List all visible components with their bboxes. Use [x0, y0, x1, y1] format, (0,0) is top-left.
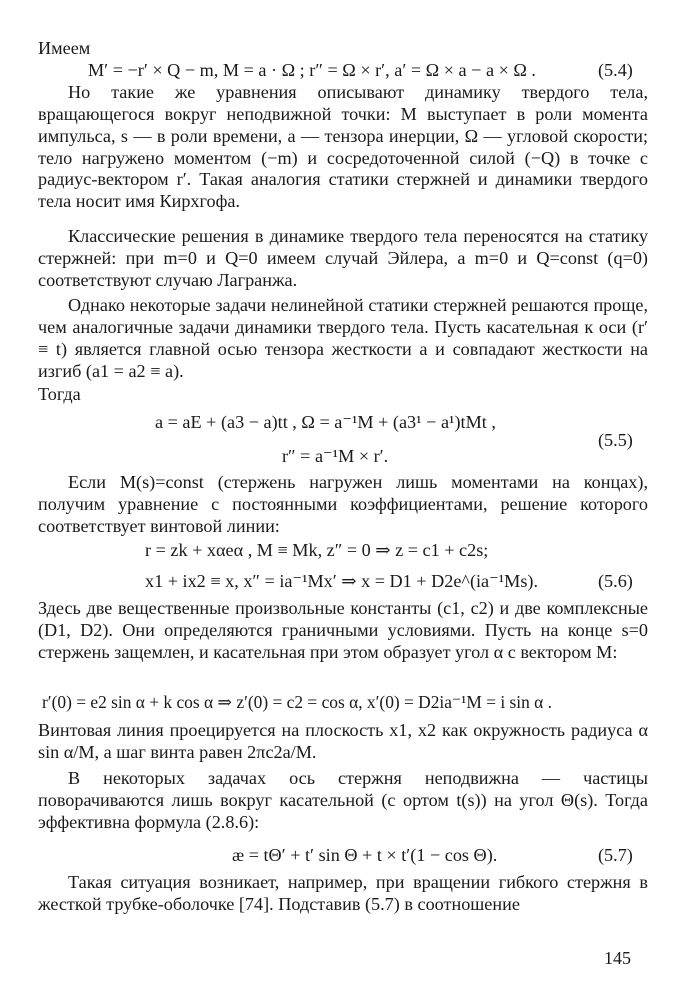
- equation-5-6-line-2: x1 + ix2 ≡ x, x″ = ia⁻¹Mx′ ⇒ x = D1 + D2e^(ia⁻¹Ms).: [145, 571, 539, 591]
- paragraph-flexible-rod: Такая ситуация возникает, например, при вращении гибкого стержня в жесткой трубке-оболочке [74]. Подставив (5.7) в соотношение: [38, 872, 648, 914]
- equation-5-5-line-1: a = aE + (a3 − a)tt , Ω = a⁻¹M + (a3¹ − a¹)tMt ,: [155, 412, 496, 432]
- equation-5-5-line-2: r″ = a⁻¹M × r′.: [282, 446, 389, 466]
- page-number: 145: [604, 948, 631, 968]
- equation-5-4: M′ = −r′ × Q − m, M = a · Ω ; r″ = Ω × r′, a′ = Ω × a − a × Ω .: [88, 60, 536, 80]
- paragraph-constants: Здесь две вещественные произвольные константы (c1, c2) и две комплексные (D1, D2). Они определяются граничными условиями. Пусть на конце s=0 стержень защемлен, и касательная при этом образует угол α с вектором M:: [38, 598, 648, 662]
- equation-boundary-condition: r′(0) = e2 sin α + k cos α ⇒ z′(0) = c2 = cos α, x′(0) = D2ia⁻¹M = i sin α .: [42, 692, 552, 712]
- equation-number-5-6: (5.6): [598, 571, 633, 591]
- text-line-togda: Тогда: [38, 384, 81, 404]
- paragraph-helix-projection: Винтовая линия проецируется на плоскость x1, x2 как окружность радиуса α sin α/M, а шаг винта равен 2πc2a/M.: [38, 720, 648, 762]
- equation-number-5-4: (5.4): [598, 60, 633, 80]
- paragraph-fixed-axis: В некоторых задачах ось стержня неподвижна — частицы поворачиваются лишь вокруг касательной (с ортом t(s)) на угол Θ(s). Тогда эффективна формула (2.8.6):: [38, 768, 648, 832]
- paragraph-constant-moment: Если M(s)=const (стержень нагружен лишь моментами на концах), получим уравнение с постоянными коэффициентами, решение которого соответствует винтовой линии:: [38, 472, 648, 536]
- paragraph-kirchhoff-analogy: Но такие же уравнения описывают динамику твердого тела, вращающегося вокруг неподвижной точки: M выступает в роли момента импульса, s — в роли времени, a — тензора инерции, Ω — угловой скорости; тело нагружено моментом (−m) и сосредоточенной силой (−Q) в точке с радиус-вектором r′. Такая аналогия статики стержней и динамики твердого тела носит имя Кирхгофа.: [38, 82, 648, 212]
- paragraph-classical-solutions: Классические решения в динамике твердого тела переносятся на статику стержней: при m=0 и Q=0 имеем случай Эйлера, а m=0 и Q=const (q=0) соответствуют случаю Лагранжа.: [38, 226, 648, 290]
- equation-5-7: æ = tΘ′ + t′ sin Θ + t × t′(1 − cos Θ).: [232, 845, 498, 865]
- equation-number-5-5: (5.5): [598, 430, 633, 450]
- text-line-imeem: Имеем: [38, 38, 91, 58]
- equation-5-6-line-1: r = zk + xαeα , M ≡ Mk, z″ = 0 ⇒ z = c1 + c2s;: [145, 540, 489, 560]
- paragraph-nonlinear-statics: Однако некоторые задачи нелинейной статики стержней решаются проще, чем аналогичные задачи динамики твердого тела. Пусть касательная к оси (r′ ≡ t) является главной осью тензора жесткости a и совпадают жесткости на изгиб (a1 = a2 ≡ a).: [38, 295, 648, 381]
- equation-number-5-7: (5.7): [598, 845, 633, 865]
